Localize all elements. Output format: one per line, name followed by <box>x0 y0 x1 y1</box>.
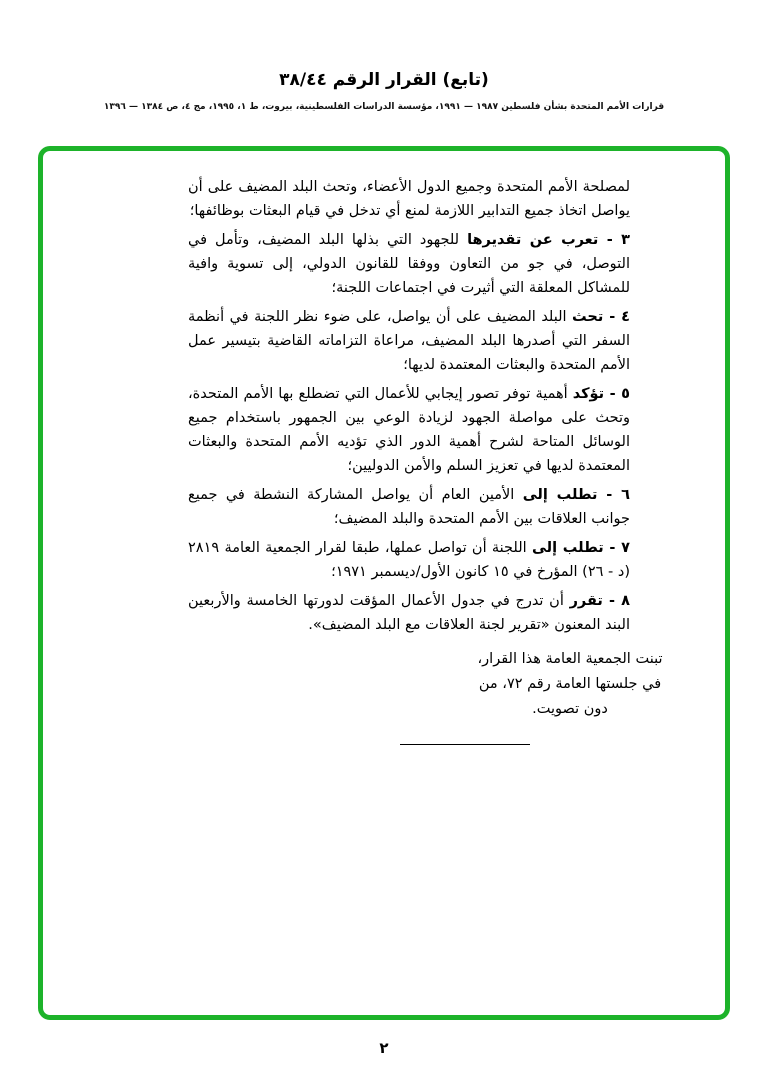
paragraph-text: الأمين العام أن يواصل المشاركة النشطة في جميع جوانب العلاقات بين الأمم المتحدة والبلد المضيف؛ <box>188 487 630 527</box>
paragraph-5 <box>188 382 630 478</box>
paragraph-8 <box>188 589 630 637</box>
paragraph-text: لمصلحة الأمم المتحدة وجميع الدول الأعضاء، وتحث البلد المضيف على أن يواصل اتخاذ جميع التدابير اللازمة لمنع أي تدخل في قيام البعثات بوظائفها؛ <box>188 179 630 219</box>
paragraph-text: للجهود التي بذلها البلد المضيف، وتأمل في التوصل، في جو من التعاون ووفقا للقانون الدولي، إلى تسوية وافية للمشاكل المعلقة التي أثيرت في اجتماعات اللجنة؛ <box>188 232 630 296</box>
paragraph-lead: ٤ - تحث <box>572 309 631 325</box>
page-header <box>0 70 768 112</box>
paragraph-text: أن تدرج في جدول الأعمال المؤقت لدورتها الخامسة والأربعين البند المعنون «تقرير لجنة العلاقات مع البلد المضيف». <box>188 593 630 633</box>
resolution-body <box>43 151 725 637</box>
paragraph-lead: ٨ - تقرر <box>569 593 630 609</box>
adoption-note-line: تبنت الجمعية العامة هذا القرار، <box>477 651 663 667</box>
paragraph-lead: ٦ - تطلب إلى <box>522 487 630 503</box>
paragraph-6 <box>188 483 630 531</box>
paragraph-text: أهمية توفر تصور إيجابي للأعمال التي تضطلع بها الأمم المتحدة، وتحث على مواصلة الجهود لزيادة الوعي بين الجمهور باستخدام جميع الوسائل المتاحة لشرح أهمية الدور الذي تؤديه الأمم المتحدة والبعثات المعتمدة لديها في تعزيز السلم والأمن الدوليين؛ <box>188 386 630 474</box>
paragraph-lead: ٧ - تطلب إلى <box>531 540 630 556</box>
paragraph-4 <box>188 305 630 377</box>
paragraph-text: البلد المضيف على أن يواصل، على ضوء نظر اللجنة في أنظمة السفر التي أصدرها البلد المضيف، مراعاة التزاماته القاضية بتيسير عمل الأمم المتحدة والبعثات المعتمدة لديها؛ <box>188 309 630 373</box>
source-citation: قرارات الأمم المتحدة بشأن فلسطين ١٩٨٧ — ١٩٩١، مؤسسة الدراسات الفلسطينية، بيروت، ط ١، ١٩٩٥، مج ٤، ص ١٣٨٤ — ١٣٩٦ <box>103 102 665 112</box>
paragraph-continuation <box>188 175 630 223</box>
adoption-note-line: في جلستها العامة رقم ٧٢، من <box>478 676 662 692</box>
section-divider-rule <box>400 744 530 745</box>
paragraph-text: اللجنة أن تواصل عملها، طبقا لقرار الجمعية العامة ٢٨١٩ (د - ٢٦) المؤرخ في ١٥ كانون الأول/ديسمبر ١٩٧١؛ <box>188 540 630 580</box>
adoption-note <box>475 647 665 722</box>
resolution-title: (تابع) القرار الرقم ٣٨/٤٤ <box>279 70 489 90</box>
green-border-frame <box>38 146 730 1020</box>
paragraph-3 <box>188 228 630 300</box>
paragraph-7 <box>188 536 630 584</box>
paragraph-lead: ٥ - تؤكد <box>572 386 630 402</box>
paragraph-lead: ٣ - تعرب عن تقديرها <box>467 232 630 248</box>
page-number: ٢ <box>379 1039 389 1057</box>
adoption-note-line: دون تصويت. <box>532 701 608 717</box>
